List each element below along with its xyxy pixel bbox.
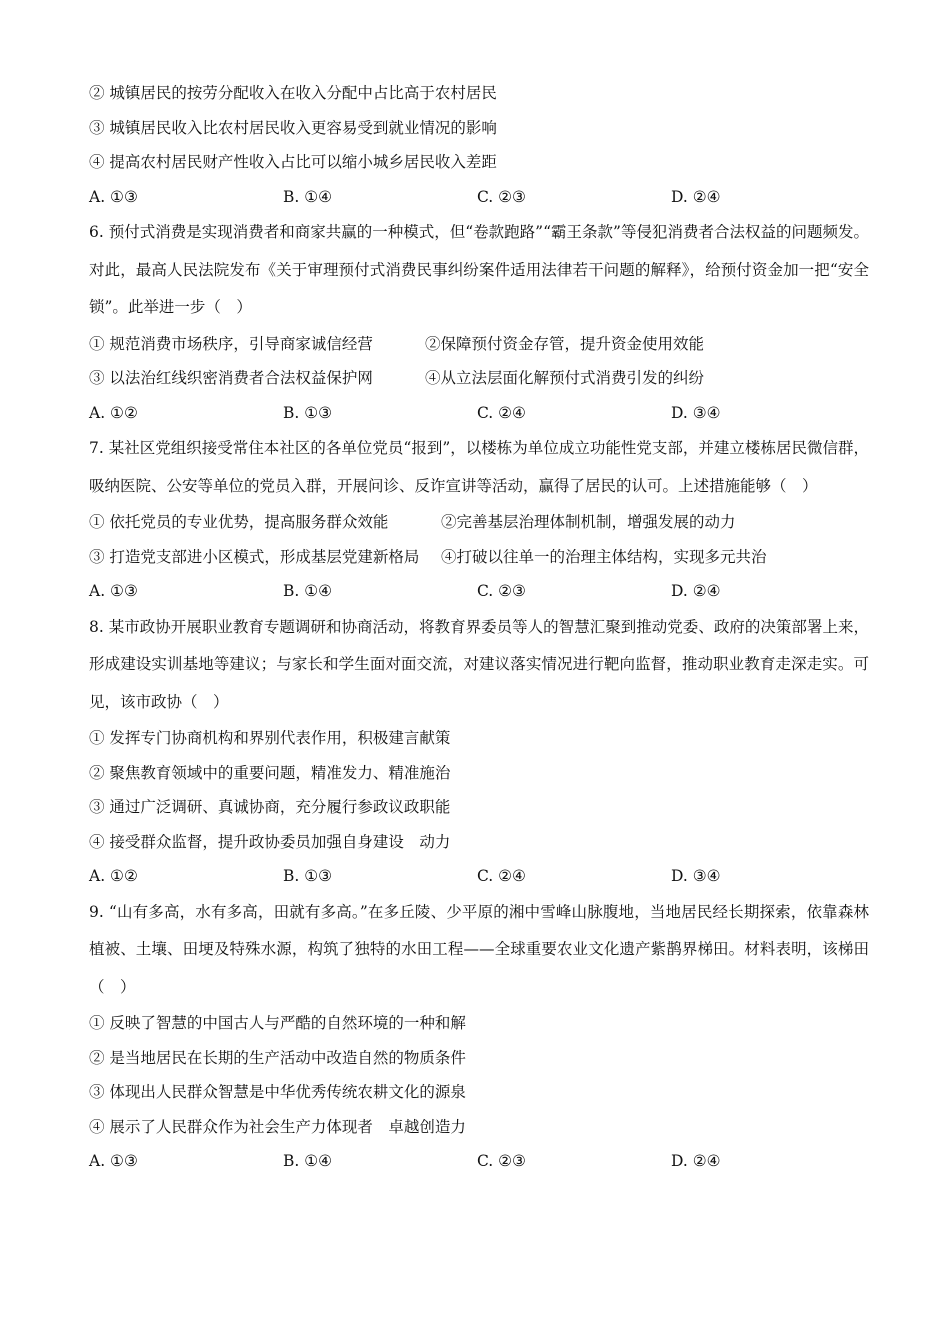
q6-item-2: ②保障预付资金存管，提升资金使用效能 [425,334,705,353]
q7-item-1: ① 依托党员的专业优势，提高服务群众效能 [89,513,389,531]
q7-option-a: A. ①③ [89,582,138,600]
q6-stem: 6. 预付式消费是实现消费者和商家共赢的一种模式，但“卷款跑路”“霸王条款”等侵犯消费者合法权益的问题频发。对此，最高人民法院发布《关于审理预付式消费民事纠纷案件适用法律若干问题的解释》，给预付资金加一把“安全锁”。此举进一步（ ） [89,223,869,316]
q5-option-b: B. ①④ [283,187,333,206]
q6-option-d: D. ③④ [671,403,721,422]
q6-option-a: A. ①② [89,403,138,422]
q7-option-c: C. ②③ [477,582,526,600]
q5-item-4: ④ 提高农村居民财产性收入占比可以缩小城乡居民收入差距 [89,153,497,171]
q6-option-c: C. ②④ [477,403,526,422]
exam-page [89,76,869,1179]
question-5-tail [89,76,869,214]
q8-item-1: ① 发挥专门协商机构和界别代表作用，积极建言献策 [89,729,451,747]
q9-options [89,1144,869,1179]
q8-option-a: A. ①② [89,867,138,885]
q5-option-d: D. ②④ [671,187,721,206]
q6-item-1: ① 规范消费市场秩序，引导商家诚信经营 [89,334,373,353]
q7-stem: 7. 某社区党组织接受常住本社区的各单位党员“报到”，以楼栋为单位成立功能性党支部，并建立楼栋居民微信群，吸纳医院、公安等单位的党员入群，开展问诊、反诈宣讲等活动，赢得了居民的认可。上述措施能够（ ） [89,439,869,495]
q8-option-d: D. ③④ [671,867,721,885]
question-7 [89,430,869,609]
q6-items-row-1 [89,327,869,362]
q7-item-4: ④打破以往单一的治理主体结构，实现多元共治 [441,547,767,566]
q9-item-4: ④ 展示了人民群众作为社会生产力体现者 卓越创造力 [89,1117,466,1136]
q8-item-3: ③ 通过广泛调研、真诚协商，充分履行参政议政职能 [89,798,451,816]
q9-option-b: B. ①④ [283,1152,333,1170]
question-8 [89,609,869,894]
q5-option-a: A. ①③ [89,187,138,206]
q9-item-2: ② 是当地居民在长期的生产活动中改造自然的物质条件 [89,1048,466,1067]
q9-option-a: A. ①③ [89,1152,138,1170]
q8-item-2: ② 聚焦教育领域中的重要问题，精准发力、精准施治 [89,763,451,782]
question-9 [89,894,869,1179]
q5-options [89,180,869,215]
q9-item-1: ① 反映了智慧的中国古人与严酷的自然环境的一种和解 [89,1014,466,1032]
q6-item-4: ④从立法层面化解预付式消费引发的纠纷 [425,369,705,387]
q8-item-4: ④ 接受群众监督，提升政协委员加强自身建设 动力 [89,832,451,851]
q6-items-row-2 [89,361,869,396]
q9-stem: 9. “山有多高，水有多高，田就有多高。”在多丘陵、少平原的湘中雪峰山脉腹地，当地居民经长期探索，依靠森林植被、土壤、田埂及特殊水源，构筑了独特的水田工程——全球重要农业文化遗产紫鹊界梯田。材料表明，该梯田（ ） [89,902,869,996]
q6-options [89,396,869,431]
q7-options [89,574,869,609]
q6-item-3: ③ 以法治红线织密消费者合法权益保护网 [89,369,373,387]
q9-item-3: ③ 体现出人民群众智慧是中华优秀传统农耕文化的源泉 [89,1083,466,1101]
q8-options [89,859,869,894]
q7-option-d: D. ②④ [671,582,721,600]
q5-item-2: ② 城镇居民的按劳分配收入在收入分配中占比高于农村居民 [89,84,497,102]
q6-option-b: B. ①③ [283,403,333,422]
question-6 [89,214,869,430]
q8-stem: 8. 某市政协开展职业教育专题调研和协商活动，将教育界委员等人的智慧汇聚到推动党委、政府的决策部署上来，形成建设实训基地等建议；与家长和学生面对面交流，对建议落实情况进行靶向监督，推动职业教育走深走实。可见，该市政协（ ） [89,617,869,711]
q8-option-b: B. ①③ [283,867,333,885]
q5-option-c: C. ②③ [477,187,526,206]
q9-option-d: D. ②④ [671,1152,721,1170]
q7-option-b: B. ①④ [283,582,333,600]
q7-item-2: ②完善基层治理体制机制，增强发展的动力 [441,513,736,531]
q8-option-c: C. ②④ [477,867,526,885]
q5-item-3: ③ 城镇居民收入比农村居民收入更容易受到就业情况的影响 [89,118,497,137]
q9-option-c: C. ②③ [477,1152,526,1170]
q7-items-row-1 [89,505,869,540]
q7-item-3: ③ 打造党支部进小区模式，形成基层党建新格局 [89,547,420,566]
q7-items-row-2 [89,540,869,575]
